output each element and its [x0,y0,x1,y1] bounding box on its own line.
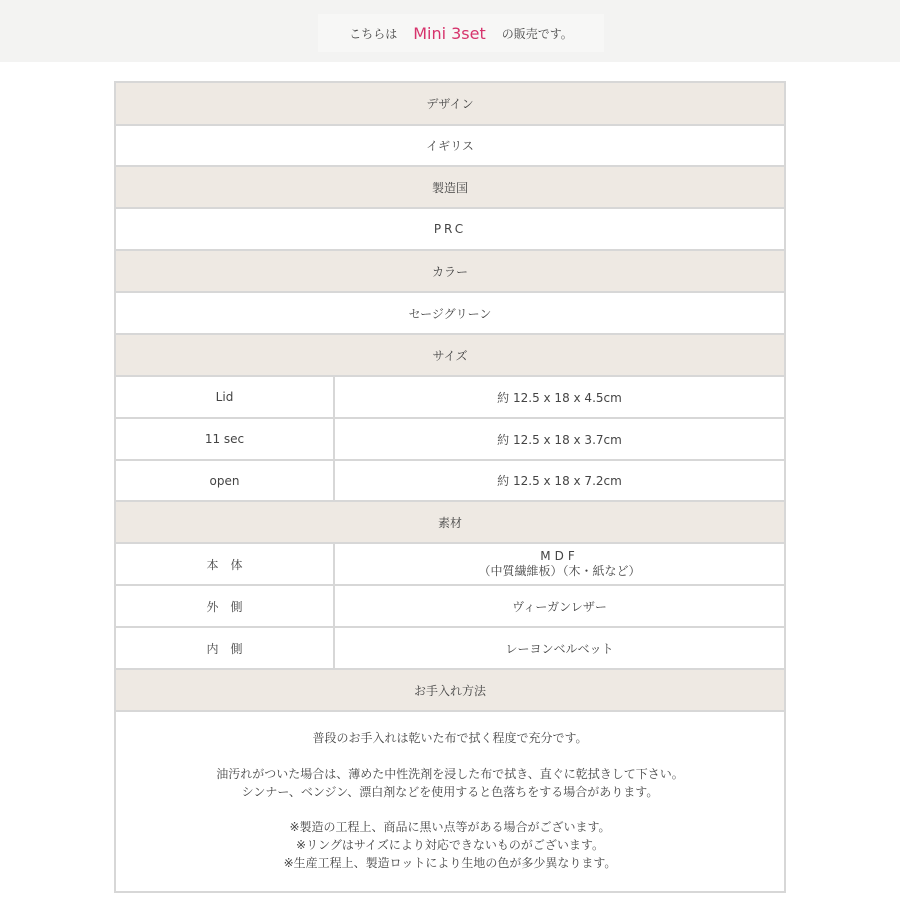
design-header [116,83,784,124]
size-lid-label: Lid [215,390,234,404]
care-note-1: ※製造の工程上、商品に黒い点等がある場合がございます。 [289,820,611,834]
care-paragraph-2-line2: シンナー、ベンジン、漂白剤などを使用すると色落ちをする場合があります。 [241,785,659,799]
size-sec-value: 約 12.5 x 18 x 3.7cm [497,432,622,447]
color-header [116,251,784,291]
size-lid-value: 約 12.5 x 18 x 4.5cm [497,390,622,405]
care-note-3: ※生産工程上、製造ロットにより生地の色が多少異なります。 [283,856,617,870]
material-inner-label: 内 側 [206,641,243,656]
spec-table [114,81,786,893]
product-banner [0,0,900,62]
banner-suffix: の販売です。 [501,26,573,41]
care-instructions [116,711,784,891]
material-body-value-line2: （中質繊維板）（木・紙など） [478,564,641,578]
material-body-value [335,544,784,584]
material-outer-value: ヴィーガンレザー [512,599,607,614]
material-header [116,502,784,542]
design-value: イギリス [426,139,474,153]
care-header [116,670,784,710]
material-inner-value: レーヨンベルベット [505,641,614,656]
product-name: Mini 3set [413,23,486,43]
size-open-label: open [209,473,240,488]
care-paragraph-2-line1: 油汚れがついた場合は、薄めた中性洗剤を浸した布で拭き、直ぐに乾拭きして下さい。 [216,767,684,781]
material-header-label: 素材 [437,515,462,530]
origin-header-label: 製造国 [431,180,468,195]
color-value: セージグリーン [408,306,492,321]
care-header-label: お手入れ方法 [413,683,486,698]
size-header [116,335,784,375]
care-note-2: ※リングはサイズにより対応できないものがございます。 [296,838,604,852]
design-header-label: デザイン [426,97,474,111]
size-sec-label: 11 sec [204,432,245,446]
size-header-label: サイズ [432,348,468,363]
product-notice [318,14,604,52]
material-body-label: 本 体 [206,557,243,572]
care-paragraph-1: 普段のお手入れは乾いた布で拭く程度で充分です。 [312,731,588,745]
origin-header [116,167,784,207]
color-header-label: カラー [431,264,468,279]
banner-prefix: こちらは [349,26,398,41]
origin-value: PRC [433,222,467,236]
material-body-value-line1: MDF [540,549,579,563]
material-outer-label: 外 側 [206,599,243,614]
size-open-value: 約 12.5 x 18 x 7.2cm [497,474,622,488]
